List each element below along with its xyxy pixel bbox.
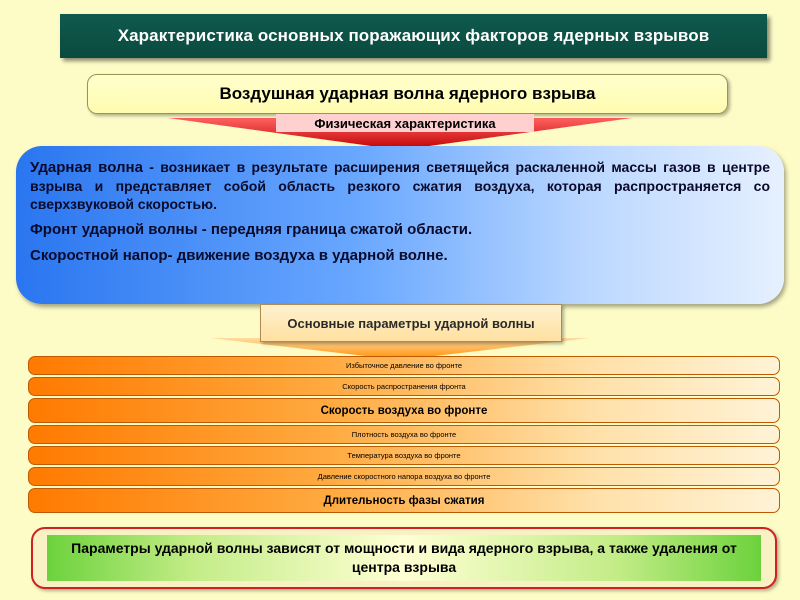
param-dynamic-pressure: Давление скоростного напора воздуха во фронте xyxy=(28,467,780,486)
pressure-term: Скоростной напор xyxy=(30,247,168,264)
front-definition xyxy=(30,221,770,239)
param-air-density: Плотность воздуха во фронте xyxy=(28,425,780,444)
conclusion-box xyxy=(31,527,777,589)
param-air-speed: Скорость воздуха во фронте xyxy=(28,398,780,423)
shock-wave-text: - возникает в результате расширения светящейся раскаленной массы газов в центре взрыва и представляет собой область резкого сжатия воздуха, которая распространяется со сверхзвуковой скоростью. xyxy=(30,159,771,212)
physical-characteristic-label: Физическая характеристика xyxy=(276,114,534,132)
shock-wave-term: Ударная волна xyxy=(30,159,143,176)
param-air-temperature: Температура воздуха во фронте xyxy=(28,446,780,465)
pressure-definition xyxy=(30,247,770,265)
page-title: Характеристика основных поражающих факторов ядерных взрывов xyxy=(60,14,767,58)
parameters-list xyxy=(28,356,780,515)
pressure-text: - движение воздуха в ударной волне. xyxy=(167,247,448,264)
param-excess-pressure: Избыточное давление во фронте xyxy=(28,356,780,375)
shock-wave-definition xyxy=(30,158,770,213)
description-panel xyxy=(16,146,784,304)
parameters-title: Основные параметры ударной волны xyxy=(260,304,562,342)
param-front-speed: Скорость распространения фронта xyxy=(28,377,780,396)
front-term: Фронт ударной волны xyxy=(30,221,198,238)
front-text: - передняя граница сжатой области. xyxy=(197,221,473,238)
conclusion-text: Параметры ударной волны зависят от мощности и вида ядерного взрыва, а также удаления от центра взрыва xyxy=(47,535,761,581)
section-title: Воздушная ударная волна ядерного взрыва xyxy=(87,74,728,114)
param-compression-duration: Длительность фазы сжатия xyxy=(28,488,780,513)
